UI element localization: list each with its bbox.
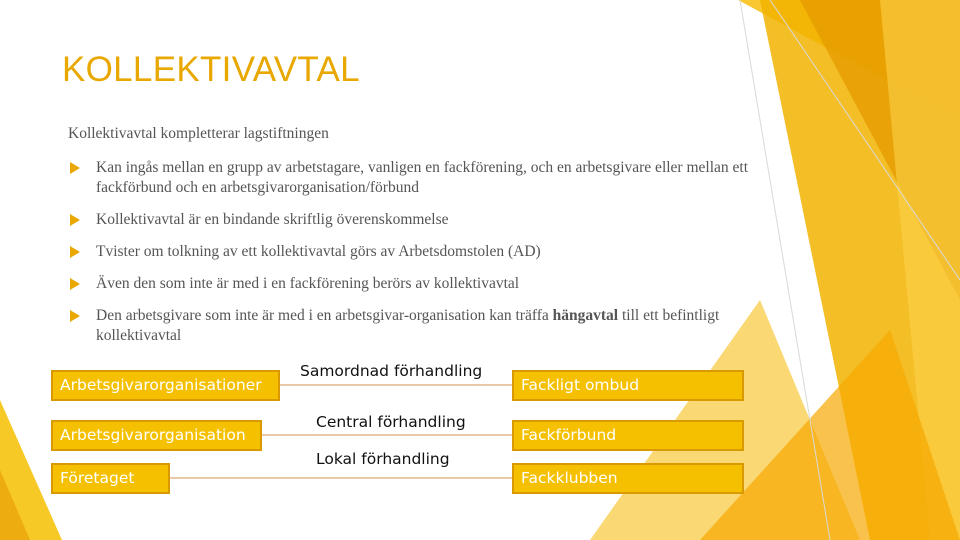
union-box-club: Fackklubben (512, 463, 744, 494)
connector-line (170, 477, 512, 479)
label-coordinated-negotiation: Samordnad förhandling (300, 362, 483, 380)
label-local-negotiation: Lokal förhandling (316, 450, 450, 468)
bullet-text-part: till ett befintligt kollektivavtal (96, 307, 720, 344)
arrow-right-icon (70, 214, 80, 226)
slide-title: KOLLEKTIVAVTAL (62, 50, 360, 89)
bullet-text: Även den som inte är med i en fackförening berörs av kollektivavtal (96, 275, 520, 292)
bullet-highlight: hängavtal (552, 307, 619, 324)
connector-line (280, 384, 512, 386)
bullet-item (68, 274, 758, 294)
union-box-federation: Fackförbund (512, 420, 744, 451)
arrow-right-icon (70, 310, 80, 322)
connector-line (262, 434, 512, 436)
union-box-representative: Fackligt ombud (512, 370, 744, 401)
employer-box-company: Företaget (51, 463, 170, 494)
bullet-item (68, 306, 758, 346)
bullet-text: Kollektivavtal är en bindande skriftlig överenskommelse (96, 211, 449, 228)
bullet-text: Tvister om tolkning av ett kollektivavtal görs av Arbetsdomstolen (AD) (96, 243, 541, 260)
bullet-item (68, 242, 758, 262)
bullet-text (68, 306, 758, 346)
bullet-text: Kan ingås mellan en grupp av arbetstagare, vanligen en fackförening, och en arbetsgivare eller mellan ett fackförbund och en arbetsgivarorganisation/förbund (96, 159, 749, 196)
employer-box-confederation: Arbetsgivarorganisationer (51, 370, 280, 401)
bullet-item (68, 158, 758, 198)
arrow-right-icon (70, 278, 80, 290)
arrow-right-icon (70, 246, 80, 258)
employer-box-organisation: Arbetsgivarorganisation (51, 420, 262, 451)
arrow-right-icon (70, 162, 80, 174)
label-central-negotiation: Central förhandling (316, 413, 466, 431)
bullet-item (68, 210, 758, 230)
bullet-text-part: Den arbetsgivare som inte är med i en arbetsgivar-organisation kan träffa (96, 307, 553, 324)
slide-subtitle: Kollektivavtal kompletterar lagstiftningen (68, 125, 329, 142)
